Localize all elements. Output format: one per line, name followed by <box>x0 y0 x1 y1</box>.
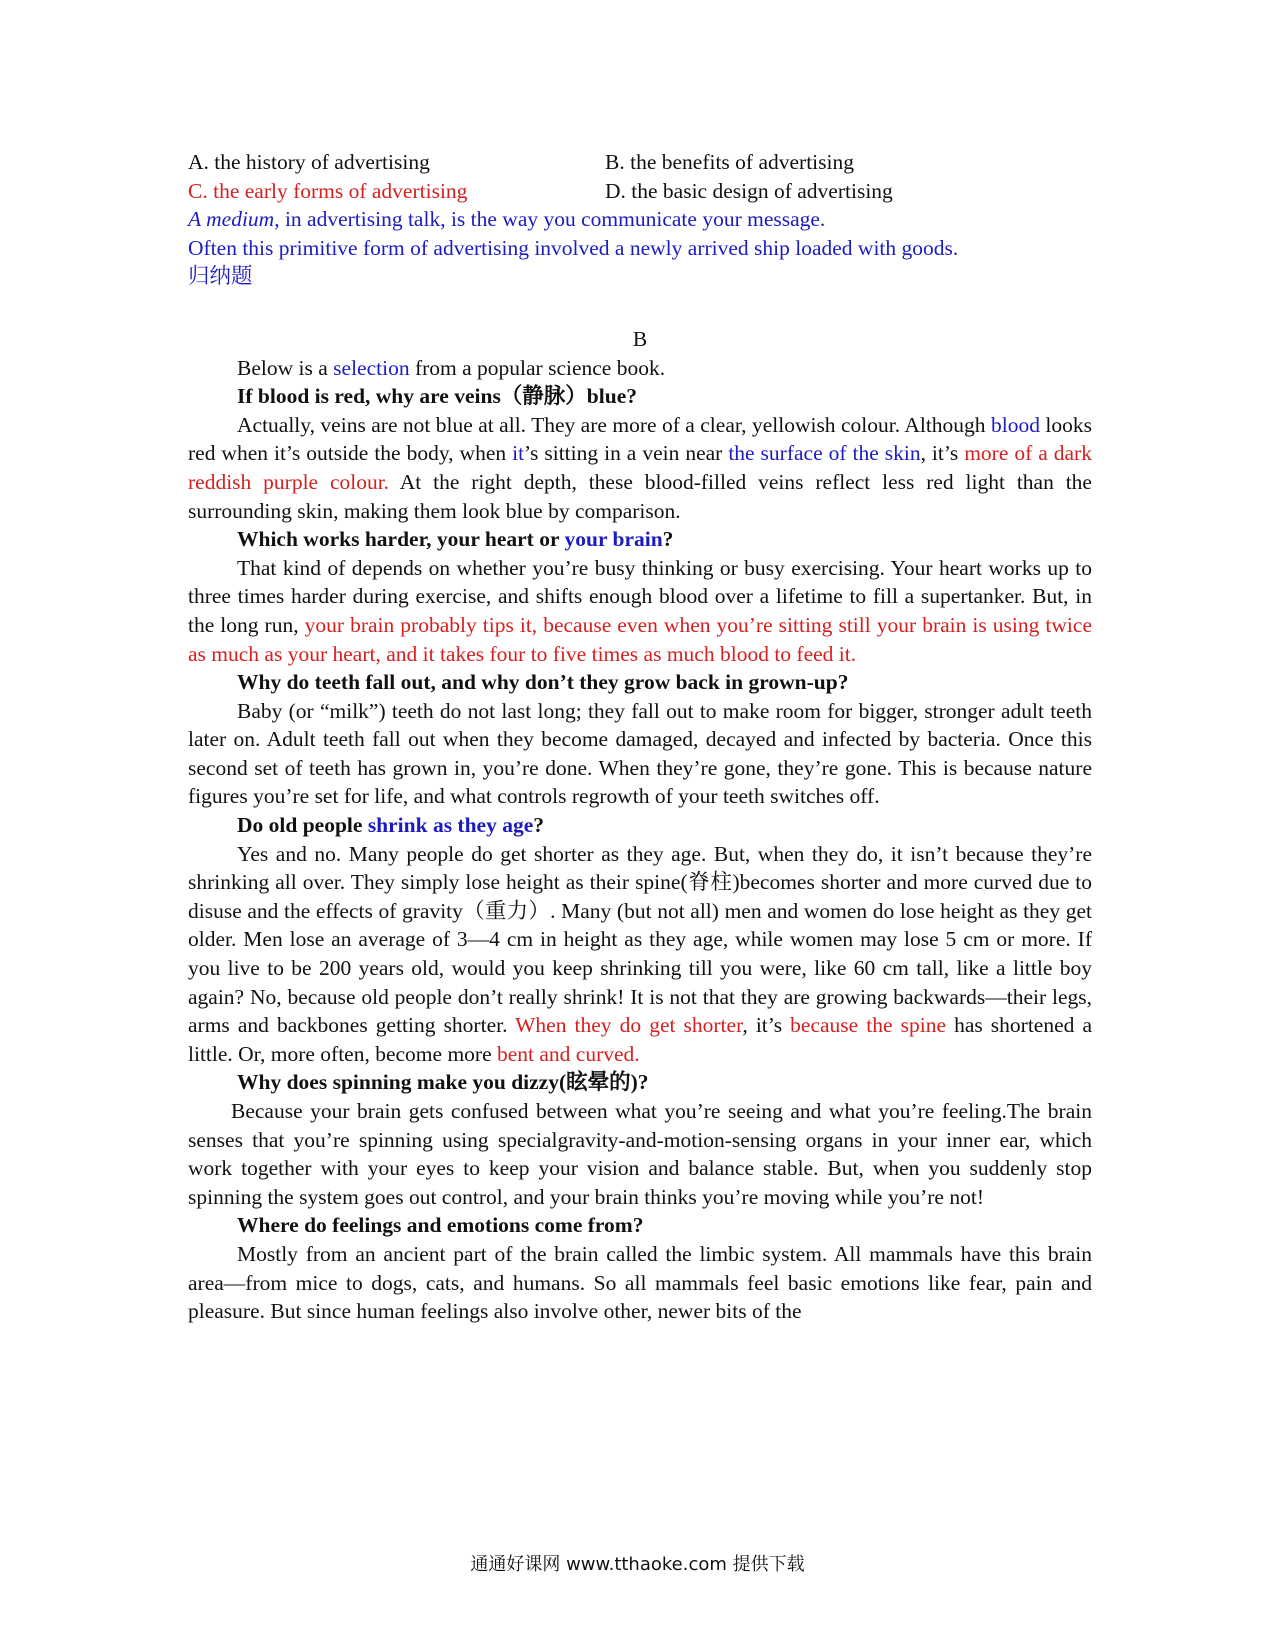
q1-text: ’s sitting in a vein near <box>524 441 729 466</box>
intro-text: from a popular science book. <box>409 355 666 380</box>
spacer <box>188 291 1092 325</box>
q2-title-highlight: your brain <box>564 527 663 552</box>
options-row-2 <box>188 177 1092 206</box>
question-4-body <box>188 840 1092 1069</box>
q4-title-text: ? <box>533 813 545 838</box>
q1-answer-highlight: more of a dark reddish purple colour. <box>188 441 1092 494</box>
document-page <box>188 148 1092 1326</box>
question-5-title: Why does spinning make you dizzy(眩晕的)? <box>237 1070 649 1095</box>
section-intro <box>188 354 1092 383</box>
question-1-title: If blood is red, why are veins（静脉）blue? <box>237 384 637 409</box>
q4-text: has shortened a little. Or, more often, become more <box>188 1013 1092 1066</box>
q1-text: looks red when it’s outside the body, when <box>188 412 1092 466</box>
q1-highlight: it <box>512 441 525 466</box>
question-3-title: Why do teeth fall out, and why don’t they grow back in grown-up? <box>237 670 849 695</box>
question-6-title: Where do feelings and emotions come from? <box>237 1213 644 1238</box>
question-4-title <box>188 811 1092 840</box>
q1-text: Actually, veins are not blue at all. They are more of a clear, yellowish colour. Although <box>237 412 991 437</box>
note-text: , in advertising talk, is the way you communicate your message. <box>274 207 826 232</box>
question-6-body: Mostly from an ancient part of the brain called the limbic system. All mammals have this brain area—from mice to dogs, cats, and humans. So all mammals feel basic emotions like fear, pain and pleasure. But since human feelings also involve other, newer bits of the <box>188 1241 1092 1324</box>
options-row-1 <box>188 148 1092 177</box>
page-footer: 通通好课网 www.tthaoke.com 提供下载 <box>470 1554 805 1575</box>
q4-text: , it’s <box>742 1013 791 1038</box>
question-2-body <box>188 554 1092 668</box>
q4-title-highlight: shrink as they age <box>367 813 534 838</box>
note-line-2: Often this primitive form of advertising involved a newly arrived ship loaded with goods. <box>188 235 959 260</box>
question-3-body: Baby (or “milk”) teeth do not last long; they fall out to make room for bigger, stronger adult teeth later on. Adult teeth fall out when they become damaged, decayed and infected by bacteria. Once this second set of teeth has grown in, you’re done. When they’re gone, they’re gone. This is because nature figures you’re set for life, and what controls regrowth of your teeth switches off. <box>188 698 1092 809</box>
option-d: D. the basic design of advertising <box>605 178 893 203</box>
q2-title-text: ? <box>662 527 674 552</box>
question-5-body: Because your brain gets confused between what you’re seeing and what you’re feeling.The brain senses that you’re spinning using specialgravity-and-motion-sensing organs in your inner ear, which work together with your eyes to keep your vision and balance stable. But, when you suddenly stop spinning the system goes out control, and your brain thinks you’re moving while you’re not! <box>188 1099 1092 1209</box>
intro-highlight: selection <box>333 355 410 380</box>
note-line-1 <box>188 205 1092 234</box>
q4-text: Yes and no. Many people do get shorter as they age. But, when they do, it isn’t because they’re shrinking all over. They simply lose height as their spine(脊柱)becomes shorter and more curved due to disuse and the effects of gravity（重力）. Many (but not all) men and women do lose height as they get older. Men lose an average of 3—4 cm in height as they age, while women may lose 5 cm or more. If you live to be 200 years old, would you keep shrinking till you were, like 60 cm tall, like a little boy again? No, because old people don’t really shrink! It is not that they are growing backwards—their legs, arms and backbones getting shorter. <box>188 841 1092 1038</box>
q1-text: At the right depth, these blood-filled veins reflect less red light than the surrounding skin, making them look blue by comparison. <box>188 469 1092 523</box>
option-a: A. the history of advertising <box>188 150 430 174</box>
note-term: A medium <box>188 207 275 232</box>
q2-title-text: Which works harder, your heart or <box>237 527 565 552</box>
q2-answer-highlight: your brain probably tips it, because even when you’re sitting still your brain is using twice as much as your heart, and it takes four to five times as much blood to feed it. <box>188 612 1092 666</box>
q1-highlight: blood <box>990 412 1040 437</box>
q4-answer-highlight: because the spine <box>790 1013 946 1038</box>
q4-answer-highlight: bent and curved. <box>497 1041 640 1066</box>
q1-text: , it’s <box>920 441 965 466</box>
q4-title-text: Do old people <box>237 813 368 838</box>
section-heading: B <box>632 326 648 351</box>
option-b: B. the benefits of advertising <box>605 150 854 174</box>
q4-answer-highlight: When they do get shorter <box>515 1013 743 1038</box>
q2-text: That kind of depends on whether you’re busy thinking or busy exercising. Your heart works up to three times harder during exercise, and shifts enough blood over a lifetime to fill a supertanker. But, in the long run, <box>188 555 1092 637</box>
question-1-body <box>188 411 1092 525</box>
q1-highlight: the surface of the skin <box>728 441 921 466</box>
option-c-answer: C. the early forms of advertising <box>188 178 468 203</box>
question-2-title <box>188 525 1092 554</box>
note-line-3: 归纳题 <box>188 264 253 289</box>
intro-text: Below is a <box>237 355 334 380</box>
